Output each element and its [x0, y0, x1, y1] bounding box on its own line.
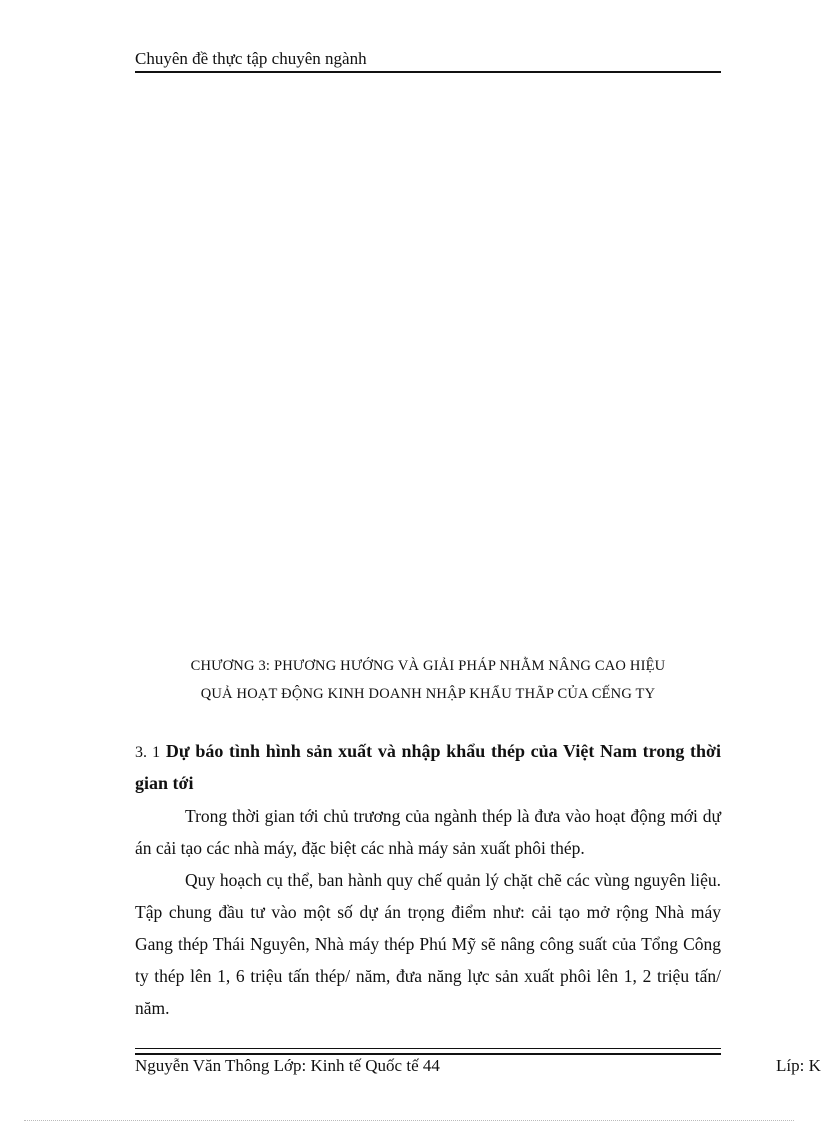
body-text [135, 800, 721, 1024]
footer-class-right: Líp: K [776, 1056, 821, 1075]
section-number: 3. 1 [135, 744, 161, 761]
footer-divider [135, 1048, 721, 1055]
paragraph-2: Quy hoạch cụ thể, ban hành quy chế quản lý chặt chẽ các vùng nguyên liệu. Tập chung đầu tư vào một số dự án trọng điểm như: cải tạo mở rộng Nhà máy Gang thép Thái Nguyên, Nhà máy thép Phú Mỹ sẽ nâng công suất của Tổng Công ty thép lên 1, 6 triệu tấn thép/ năm, đưa năng lực sản xuất phôi lên 1, 2 triệu tấn/ năm. [135, 870, 721, 1018]
chapter-heading-line-2: QUẢ HOẠT ĐỘNG KINH DOANH NHẬP KHẨU THÃP CỦA CẾNG TY [200, 686, 656, 702]
paragraph-1: Trong thời gian tới chủ trương của ngành thép là đưa vào hoạt động mới dự án cải tạo các nhà máy, đặc biệt các nhà máy sản xuất phôi thép. [135, 806, 721, 858]
footer-author-class: Nguyễn Văn Thông Lớp: Kinh tế Quốc tế 44 [135, 1056, 440, 1075]
section-title: Dự báo tình hình sản xuất và nhập khẩu thép của Việt Nam trong thời gian tới [135, 741, 722, 793]
page-bottom-border [24, 1120, 794, 1121]
page-header: Chuyên đề thực tập chuyên ngành [135, 48, 721, 73]
chapter-heading-line-1: CHƯƠNG 3: PHƯƠNG HƯỚNG VÀ GIẢI PHÁP NHẰM NÂNG CAO HIỆU [190, 658, 666, 674]
chapter-heading [135, 652, 721, 708]
section-heading [135, 736, 721, 798]
